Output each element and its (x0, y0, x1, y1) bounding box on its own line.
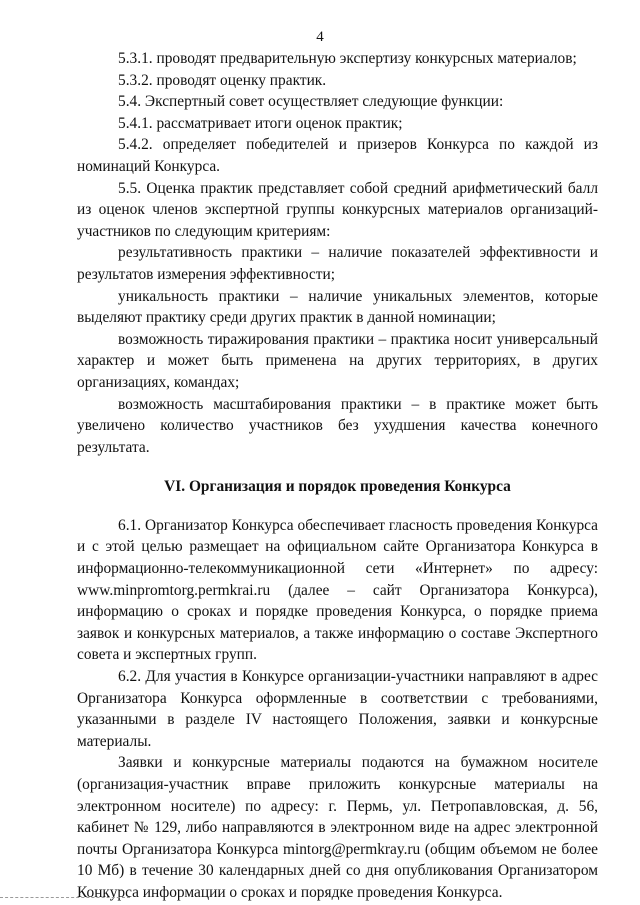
section-heading: VI. Организация и порядок проведения Конкурса (164, 478, 511, 496)
paragraph-5-5: 5.5. Оценка практик представляет собой средний арифметический балл из оценок членов экспертной группы конкурсных материалов организаций-участников по следующим критериям: (77, 179, 598, 240)
paragraph-6-2: 6.2. Для участия в Конкурсе организации-участники направляют в адрес Организатора Конкурса оформленные в соответствии с требованиями, указанными в разделе IV настоящего Положения, заявки и конкурсные материалы. (77, 668, 598, 750)
page-number: 4 (316, 29, 324, 45)
paragraph-5-4-1: 5.4.1. рассматривает итоги оценок практик; (118, 114, 403, 132)
criterion-scalability: возможность масштабирования практики – в практике может быть увеличено количество участников без ухудшения качества конечного результата. (77, 395, 598, 456)
criterion-effectiveness: результативность практики – наличие показателей эффективности и результатов измерения эффективности; (77, 244, 598, 283)
paragraph-6-1: 6.1. Организатор Конкурса обеспечивает гласность проведения Конкурса и с этой целью размещает на официальном сайте Организатора Конкурса в информационно-телекоммуникационной сети «Интернет» по адресу: www.minpromtorg.permkrai.ru (далее – сайт Организатора Конкурса), информацию о сроках и порядке проведения Конкурса, о порядке приема заявок и конкурсных материалов, а также информацию о составе Экспертного совета и экспертных групп. (77, 516, 598, 664)
paragraph-5-4-2: 5.4.2. определяет победителей и призеров Конкурса по каждой из номинаций Конкурса. (77, 136, 598, 175)
paragraph-submission: Заявки и конкурсные материалы подаются на бумажном носителе (организация-участник вправе приложить конкурсные материалы на электронном носителе) по адресу: г. Пермь, ул. Петропавловская, д. 56, кабинет № 129, либо направляются в электронном виде на адрес электронной почты Организатора Конкурса mintorg@permkray.ru (общим объемом не более 10 Мб) в течение 30 календарных дней со дня опубликования Организатором Конкурса информации о сроках и порядке проведения Конкурса. (77, 754, 598, 901)
criterion-replicability: возможность тиражирования практики – практика носит универсальный характер и может быть применена на других территориях, в других организациях, командах; (77, 330, 598, 391)
paragraph-5-4: 5.4. Экспертный совет осуществляет следующие функции: (118, 93, 504, 111)
scan-edge-mark (0, 897, 130, 898)
paragraph-5-3-1: 5.3.1. проводят предварительную экспертизу конкурсных материалов; (118, 50, 577, 67)
document-body (77, 48, 598, 904)
criterion-uniqueness: уникальность практики – наличие уникальных элементов, которые выделяют практику среди других практик в данной номинации; (77, 287, 598, 327)
paragraph-5-3-2: 5.3.2. проводят оценку практик. (118, 71, 327, 89)
